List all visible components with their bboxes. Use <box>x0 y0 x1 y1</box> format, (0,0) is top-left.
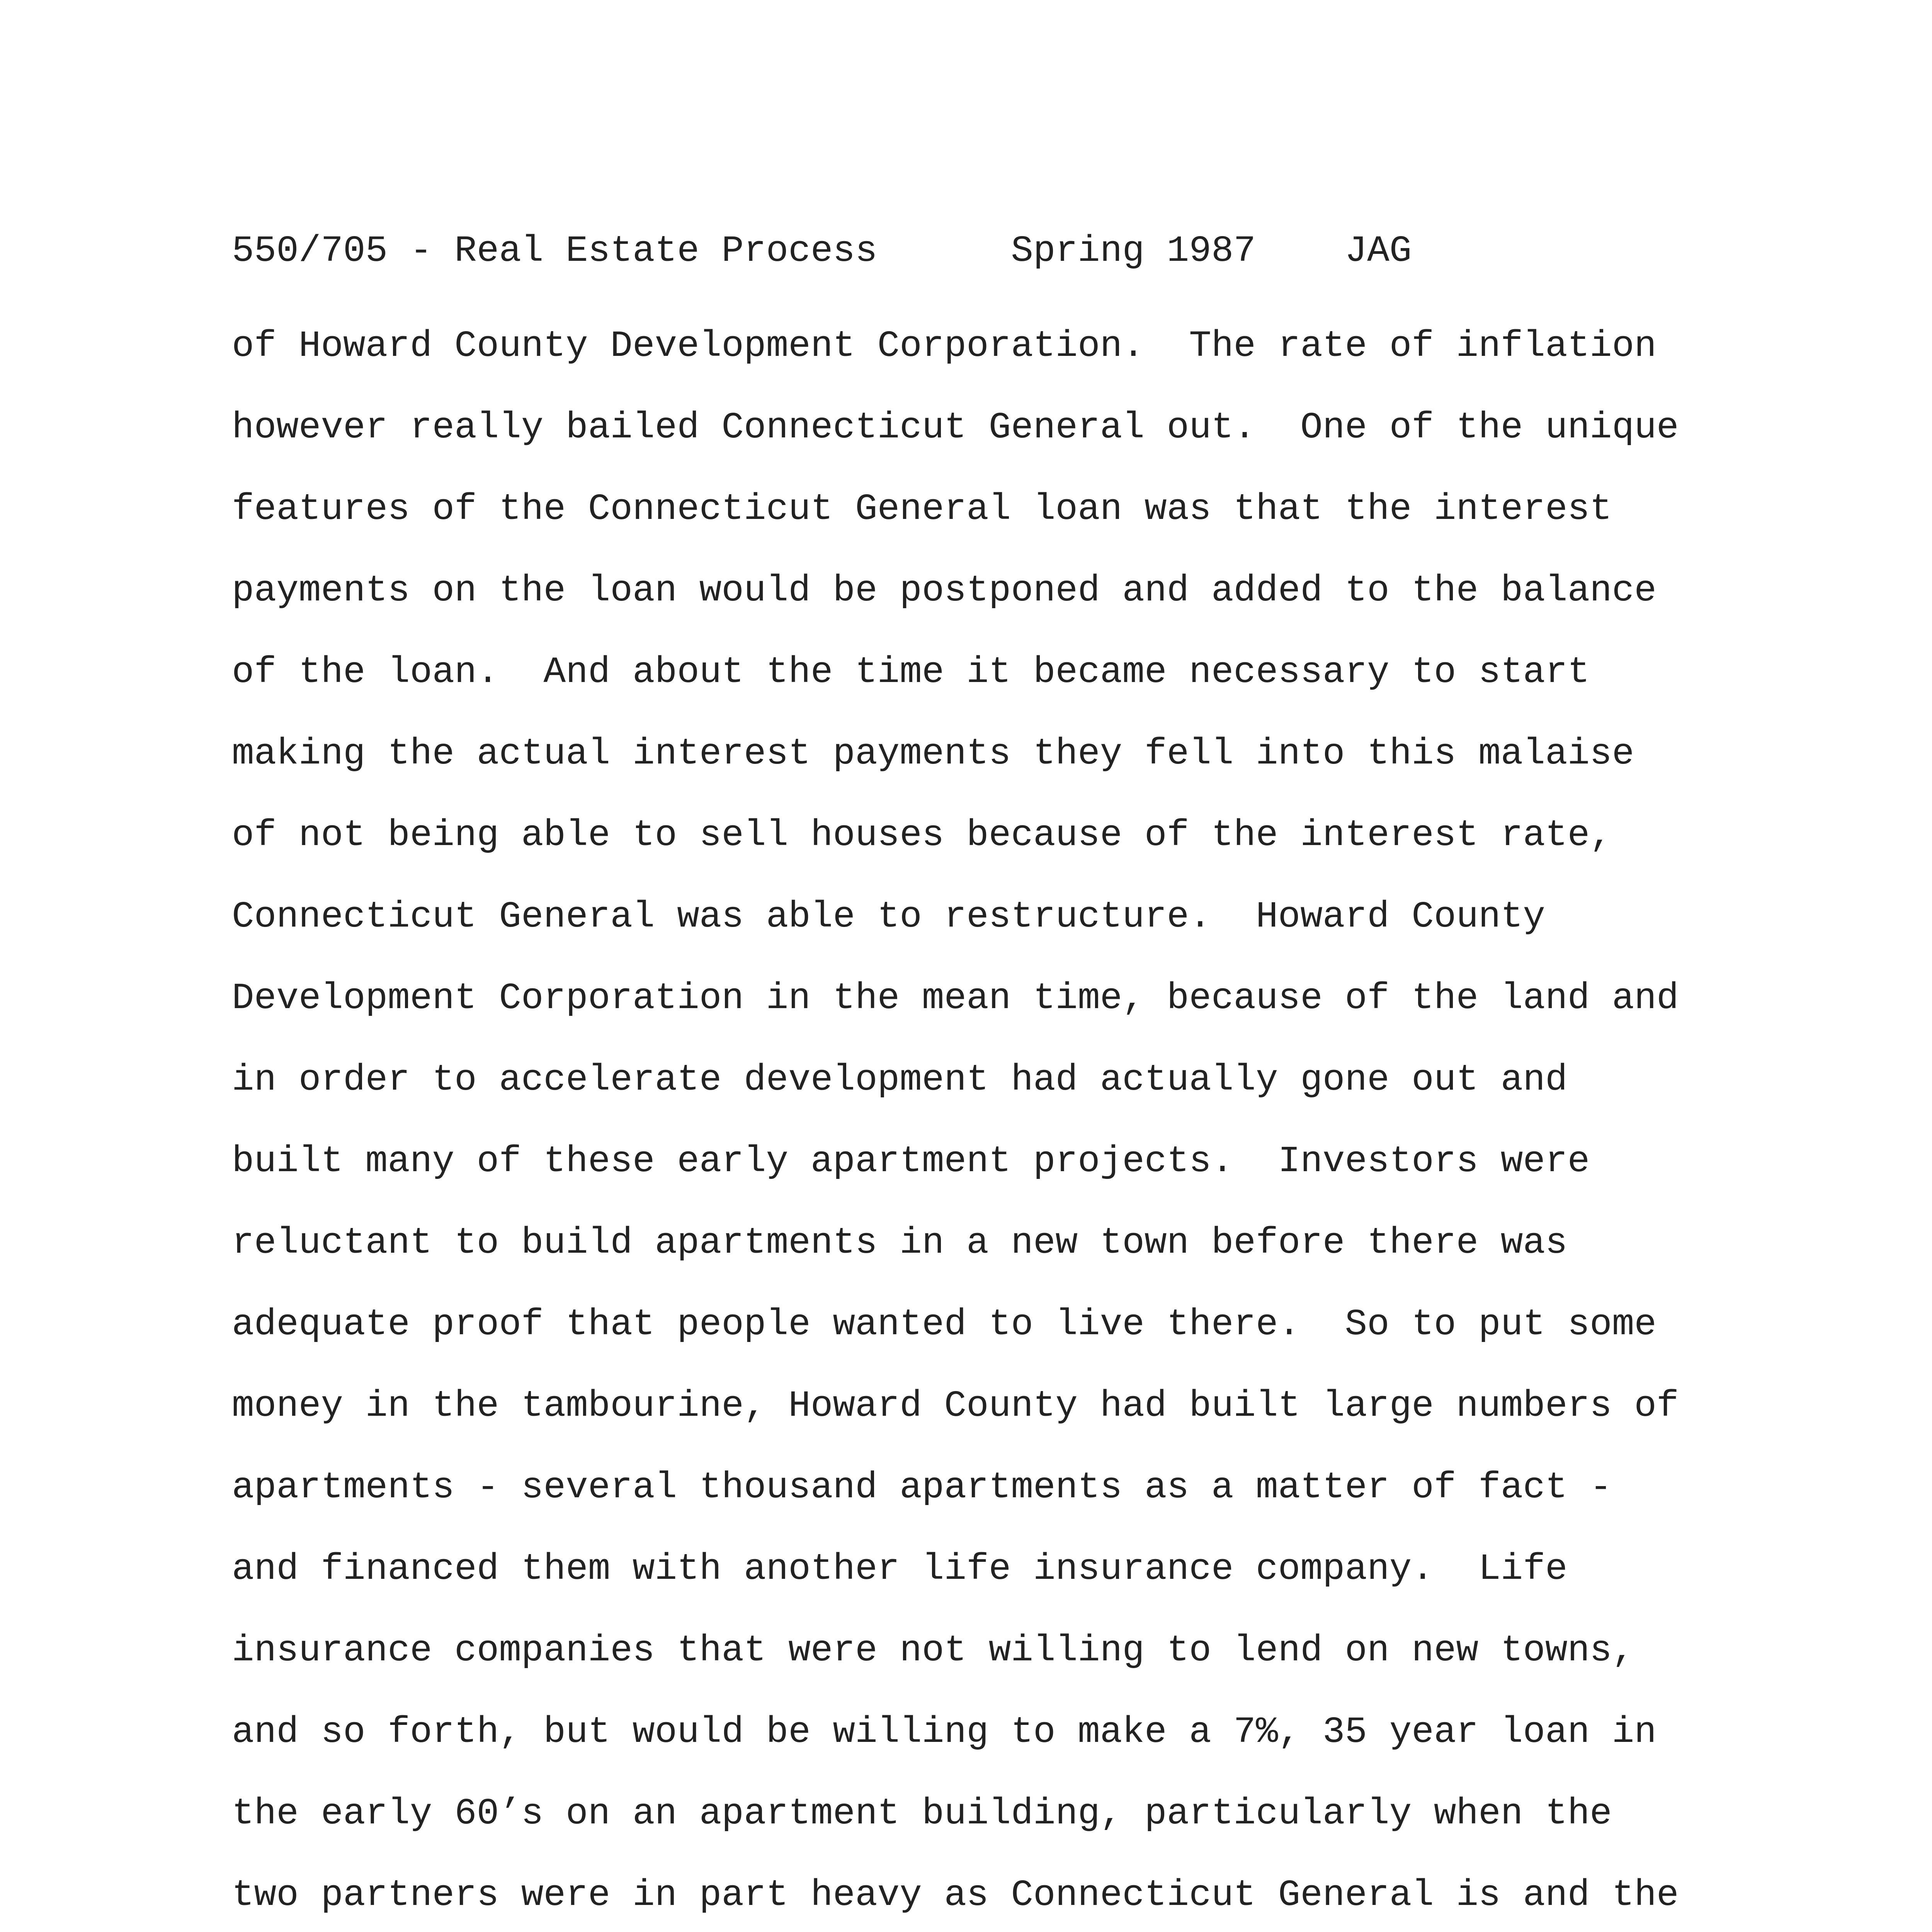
text-line: reluctant to build apartments in a new town before there was <box>232 1222 1568 1264</box>
text-line: of Howard County Development Corporation. The rate of inflation <box>232 325 1656 367</box>
text-line: apartments - several thousand apartments as a matter of fact - <box>232 1466 1612 1509</box>
text-line: two partners were in part heavy as Connecticut General is and the <box>232 1874 1679 1916</box>
body-text <box>232 305 1855 1932</box>
text-line: features of the Connecticut General loan was that the interest <box>232 488 1612 530</box>
text-line: of not being able to sell houses because of the interest rate, <box>232 814 1612 856</box>
text-line: adequate proof that people wanted to live there. So to put some <box>232 1303 1656 1345</box>
page-header: 550/705 - Real Estate Process Spring 1987 JAG <box>232 230 1412 272</box>
text-line: payments on the loan would be postponed and added to the balance <box>232 570 1656 612</box>
text-line: however really bailed Connecticut General out. One of the unique <box>232 406 1679 449</box>
text-line: and financed them with another life insurance company. Life <box>232 1548 1568 1590</box>
text-line: of the loan. And about the time it became necessary to start <box>232 651 1590 693</box>
text-line: Development Corporation in the mean time, because of the land and <box>232 977 1679 1019</box>
text-line: insurance companies that were not willing to lend on new towns, <box>232 1629 1634 1672</box>
text-line: money in the tambourine, Howard County had built large numbers of <box>232 1385 1679 1427</box>
text-line: making the actual interest payments they fell into this malaise <box>232 733 1634 775</box>
text-line: Connecticut General was able to restructure. Howard County <box>232 896 1545 938</box>
text-line: the early 60’s on an apartment building, particularly when the <box>232 1793 1612 1835</box>
text-line: built many of these early apartment projects. Investors were <box>232 1140 1590 1182</box>
text-line: and so forth, but would be willing to make a 7%, 35 year loan in <box>232 1711 1656 1753</box>
text-line: in order to accelerate development had actually gone out and <box>232 1059 1568 1101</box>
